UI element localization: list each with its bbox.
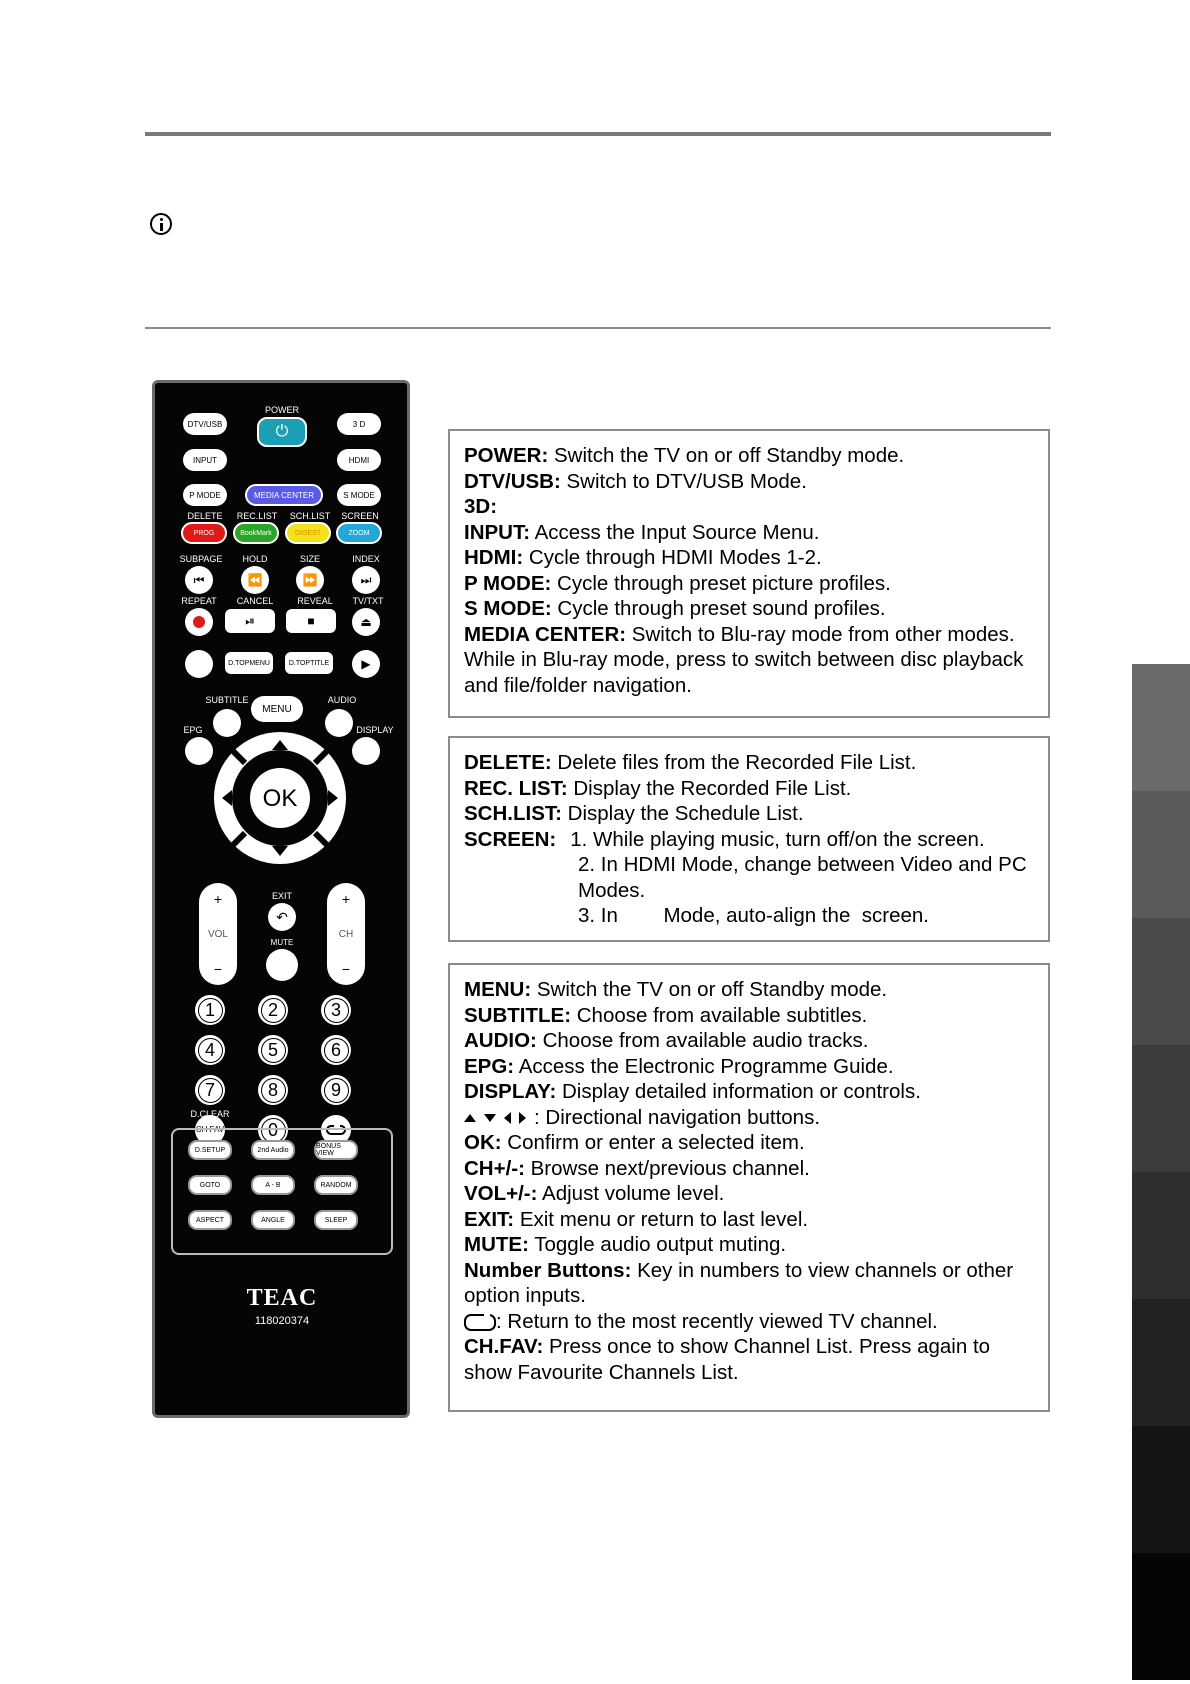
ok-label: OK: [262, 785, 298, 812]
item-text: Switch the TV on or off Standby mode.: [531, 978, 888, 1001]
slow-button[interactable]: [352, 650, 380, 678]
media-center-button[interactable]: MEDIA CENTER: [245, 484, 323, 506]
sidebar-shade: [1132, 1299, 1190, 1426]
function-button[interactable]: 2nd Audio: [251, 1140, 295, 1160]
item-key: P MODE:: [464, 571, 552, 595]
number-label: 1: [198, 998, 223, 1023]
description-item: [464, 1054, 1032, 1080]
item-key: EXIT:: [464, 1207, 515, 1231]
item-text: Cycle through preset sound profiles.: [551, 597, 886, 620]
description-item: [464, 1028, 1032, 1054]
item-key: DISPLAY:: [464, 1080, 557, 1103]
menu-button[interactable]: MENU: [251, 696, 303, 722]
dir-line: [464, 1105, 1032, 1131]
item-key: CH.FAV:: [464, 1335, 544, 1358]
info-box-2: [448, 736, 1050, 942]
item-key: 3D:: [464, 495, 498, 518]
item-text: Switch to DTV/USB Mode.: [560, 469, 807, 493]
power-label: POWER: [264, 405, 300, 415]
p-mode-button[interactable]: P MODE: [183, 484, 227, 506]
description-item: [464, 443, 1032, 469]
box2-list: [464, 750, 1032, 827]
item-text: Access the Input Source Menu.: [530, 520, 820, 544]
item-text: Access the Electronic Programme Guide.: [514, 1054, 894, 1078]
rewind-button[interactable]: [241, 566, 269, 594]
volume-rocker[interactable]: [199, 883, 237, 985]
record-button[interactable]: [185, 608, 213, 636]
disc-title-button[interactable]: D.TOPTITLE: [285, 652, 333, 674]
number-label: 8: [261, 1078, 286, 1103]
sidebar-shade: [1132, 918, 1190, 1045]
item-text: Toggle audio output muting.: [528, 1233, 787, 1256]
fast-forward-icon: ⏩: [302, 573, 318, 587]
function-button[interactable]: ASPECT: [188, 1210, 232, 1230]
brand-logo: TEAC: [246, 1285, 318, 1311]
description-item: [464, 1258, 1032, 1309]
item-text: Adjust volume level.: [537, 1182, 725, 1205]
exit-label: EXIT: [271, 891, 293, 901]
number-label: 2: [261, 998, 286, 1023]
size-label: SIZE: [299, 554, 321, 564]
repeat-label: REPEAT: [181, 596, 217, 606]
description-item: [464, 545, 1032, 571]
section-rule: [145, 327, 1051, 329]
function-button[interactable]: GOTO: [188, 1175, 232, 1195]
exit-button[interactable]: [268, 903, 296, 931]
item-key: DTV/USB:: [464, 469, 561, 493]
power-icon: ⏻: [275, 423, 289, 440]
item-key: MUTE:: [464, 1233, 529, 1256]
item-text: Display the Schedule List.: [561, 802, 804, 825]
number-label: 0: [261, 1118, 286, 1143]
function-button[interactable]: RANDOM: [314, 1175, 358, 1195]
sidebar-shade: [1132, 791, 1190, 918]
screen-key: SCREEN:: [464, 827, 557, 851]
description-item: [464, 750, 1032, 776]
channel-rocker[interactable]: [327, 883, 365, 985]
screen-continuation: [464, 852, 1032, 929]
description-item: [464, 571, 1032, 597]
ch-minus: −: [341, 961, 351, 977]
subtitle-label: SUBTITLE: [205, 695, 249, 705]
box1-list: [464, 443, 1032, 698]
sidebar-shade: [1132, 664, 1190, 791]
audio-label: AUDIO: [327, 695, 357, 705]
description-item: [464, 1334, 1032, 1385]
up-triangle-icon: [464, 1114, 476, 1122]
hold-label: HOLD: [242, 554, 268, 564]
number-label: 4: [198, 1038, 223, 1063]
recall-text: : Return to the most recently viewed TV channel.: [496, 1309, 938, 1333]
item-key: VOL+/-:: [464, 1182, 538, 1205]
down-triangle-icon: [484, 1114, 496, 1122]
description-item: [464, 1232, 1032, 1258]
epg-label: EPG: [183, 725, 203, 735]
item-text: Cycle through HDMI Modes 1-2.: [523, 546, 822, 569]
dclear-label: D.CLEAR: [190, 1109, 230, 1119]
reveal-label: REVEAL: [297, 596, 333, 606]
box2-screen-line: [464, 827, 1032, 853]
mute-label: MUTE: [270, 938, 294, 947]
epg-button[interactable]: [185, 737, 213, 765]
item-text: Delete files from the Recorded File List.: [551, 751, 917, 774]
description-item: [464, 1156, 1032, 1182]
top-rule: [145, 132, 1051, 136]
number-label: 9: [324, 1078, 349, 1103]
info-box-3: [448, 963, 1050, 1412]
item-key: HDMI:: [464, 546, 524, 569]
prev-button[interactable]: [185, 566, 213, 594]
description-item: [464, 1079, 1032, 1105]
right-triangle-icon: [519, 1112, 526, 1124]
record-icon: [193, 616, 205, 628]
recall-line: [464, 1309, 1032, 1335]
left-triangle-icon: [504, 1112, 511, 1124]
sidebar-shade: [1132, 1553, 1190, 1680]
vol-label: VOL: [207, 928, 228, 940]
box3-list-b: [464, 1130, 1032, 1309]
item-text: Switch the TV on or off Standby mode.: [548, 444, 905, 467]
item-key: INPUT:: [464, 520, 531, 544]
sch-list-label: SCH.LIST: [289, 511, 331, 521]
description-item: [464, 494, 1032, 520]
tv-txt-label: TV/TXT: [352, 596, 384, 606]
item-key: MEDIA CENTER:: [464, 622, 627, 646]
ch-fav-button[interactable]: CH FAV: [195, 1115, 225, 1145]
item-key: DELETE:: [464, 751, 552, 774]
function-button[interactable]: BONUS VIEW: [314, 1140, 358, 1160]
model-number: 118020374: [254, 1315, 310, 1327]
s-mode-button[interactable]: S MODE: [337, 484, 381, 506]
eject-icon: ⏏: [360, 615, 372, 629]
play-pause-icon: ⏯: [245, 613, 255, 628]
skip-back-icon: ⏮: [193, 572, 205, 587]
power-button[interactable]: [257, 417, 307, 447]
sidebar-shade: [1132, 1045, 1190, 1172]
screen-first: 1. While playing music, turn off/on the screen.: [570, 827, 985, 851]
item-key: MENU:: [464, 978, 532, 1001]
function-button[interactable]: A - B: [251, 1175, 295, 1195]
stop-button[interactable]: [286, 609, 336, 633]
display-label: DISPLAY: [356, 725, 394, 735]
fast-forward-button[interactable]: [296, 566, 324, 594]
item-text: Choose from available subtitles.: [571, 1003, 868, 1027]
recall-icon: [464, 1314, 496, 1331]
box3-list-c: [464, 1334, 1032, 1385]
color-button[interactable]: ZOOM: [336, 522, 382, 544]
disc-top-menu-button[interactable]: D.TOPMENU: [225, 652, 273, 674]
item-text: Browse next/previous channel.: [524, 1156, 810, 1180]
number-button[interactable]: [258, 995, 288, 1025]
function-button[interactable]: ANGLE: [251, 1210, 295, 1230]
subpage-label: SUBPAGE: [179, 554, 223, 564]
number-button[interactable]: [321, 995, 351, 1025]
number-button[interactable]: [258, 1035, 288, 1065]
skip-forward-icon: ⏭: [360, 572, 372, 587]
color-button[interactable]: PROG: [181, 522, 227, 544]
delete-label: DELETE: [187, 511, 223, 521]
description-item: [464, 1130, 1032, 1156]
item-text: Exit menu or return to last level.: [514, 1207, 809, 1231]
number-label: 3: [324, 998, 349, 1023]
item-key: SUBTITLE:: [464, 1003, 572, 1027]
number-label: 6: [324, 1038, 349, 1063]
description-item: [464, 977, 1032, 1003]
function-button[interactable]: D.SETUP: [188, 1140, 232, 1160]
next-button[interactable]: [352, 566, 380, 594]
vol-minus: −: [213, 961, 223, 977]
item-text: Switch to Blu-ray mode from other modes. While in Blu-ray mode, press to switch between disc playback and file/folder navigation.: [464, 622, 1024, 697]
screen-step: 3. In Mode, auto-align the screen.: [578, 904, 929, 927]
color-button[interactable]: DIGEST: [285, 522, 331, 544]
slow-forward-icon: ▶: [361, 657, 371, 671]
description-item: [464, 776, 1032, 802]
rewind-icon: ⏪: [247, 573, 263, 587]
3d-button[interactable]: 3 D: [337, 413, 381, 435]
info-box-1: [448, 429, 1050, 718]
description-item: [464, 596, 1032, 622]
number-button[interactable]: [195, 1075, 225, 1105]
info-icon: [150, 213, 172, 235]
number-label: 7: [198, 1078, 223, 1103]
description-item: [464, 469, 1032, 495]
color-button[interactable]: BookMark: [233, 522, 279, 544]
sidebar-shade: [1132, 1426, 1190, 1553]
ch-label: CH: [338, 928, 354, 940]
description-item: [464, 1181, 1032, 1207]
item-text: Press once to show Channel List. Press again to show Favourite Channels List.: [464, 1335, 991, 1384]
item-key: REC. LIST:: [464, 776, 568, 800]
number-label: 5: [261, 1038, 286, 1063]
dtv-usb-button[interactable]: DTV/USB: [183, 413, 227, 435]
mute-button[interactable]: [266, 949, 298, 981]
item-key: AUDIO:: [464, 1029, 537, 1052]
play-pause-button[interactable]: [225, 609, 275, 633]
item-text: Choose from available audio tracks.: [536, 1029, 869, 1052]
stop-icon: ■: [307, 614, 315, 628]
hdmi-button[interactable]: HDMI: [337, 449, 381, 471]
index-label: INDEX: [352, 554, 380, 564]
screen-step: 2. In HDMI Mode, change between Video and PC Modes.: [578, 853, 1033, 902]
display-button[interactable]: [352, 737, 380, 765]
return-icon: ↶: [276, 908, 288, 925]
sidebar-shade: [1132, 1172, 1190, 1299]
description-item: [464, 1207, 1032, 1233]
number-button[interactable]: [195, 1035, 225, 1065]
item-key: S MODE:: [464, 597, 552, 620]
vol-plus: +: [213, 891, 223, 907]
eject-button[interactable]: [352, 608, 380, 636]
cancel-label: CANCEL: [236, 596, 274, 606]
item-key: SCH.LIST:: [464, 802, 562, 825]
function-button[interactable]: SLEEP: [314, 1210, 358, 1230]
number-button[interactable]: [195, 995, 225, 1025]
box3-list-a: [464, 977, 1032, 1105]
dir-text: : Directional navigation buttons.: [534, 1105, 821, 1129]
item-key: CH+/-:: [464, 1156, 525, 1180]
item-key: EPG:: [464, 1054, 515, 1078]
screen-label: SCREEN: [341, 511, 379, 521]
description-item: [464, 801, 1032, 827]
description-item: [464, 520, 1032, 546]
number-button[interactable]: [258, 1075, 288, 1105]
item-key: OK:: [464, 1131, 502, 1154]
item-text: Display detailed information or controls.: [556, 1080, 921, 1103]
item-key: POWER:: [464, 444, 549, 467]
number-button[interactable]: [321, 1035, 351, 1065]
ch-plus: +: [341, 891, 351, 907]
item-text: Confirm or enter a selected item.: [501, 1131, 805, 1154]
blank-button[interactable]: [185, 650, 213, 678]
item-key: Number Buttons:: [464, 1258, 632, 1282]
number-button[interactable]: [321, 1075, 351, 1105]
item-text: Cycle through preset picture profiles.: [551, 571, 891, 595]
description-item: [464, 1003, 1032, 1029]
input-button[interactable]: INPUT: [183, 449, 227, 471]
rec-list-label: REC.LIST: [236, 511, 278, 521]
description-item: [464, 622, 1032, 699]
grayscale-sidebar: [1132, 664, 1190, 1670]
item-text: Display the Recorded File List.: [567, 776, 852, 800]
remote-control: [152, 380, 410, 1418]
item-text: Key in numbers to view channels or other option inputs.: [464, 1258, 1014, 1307]
